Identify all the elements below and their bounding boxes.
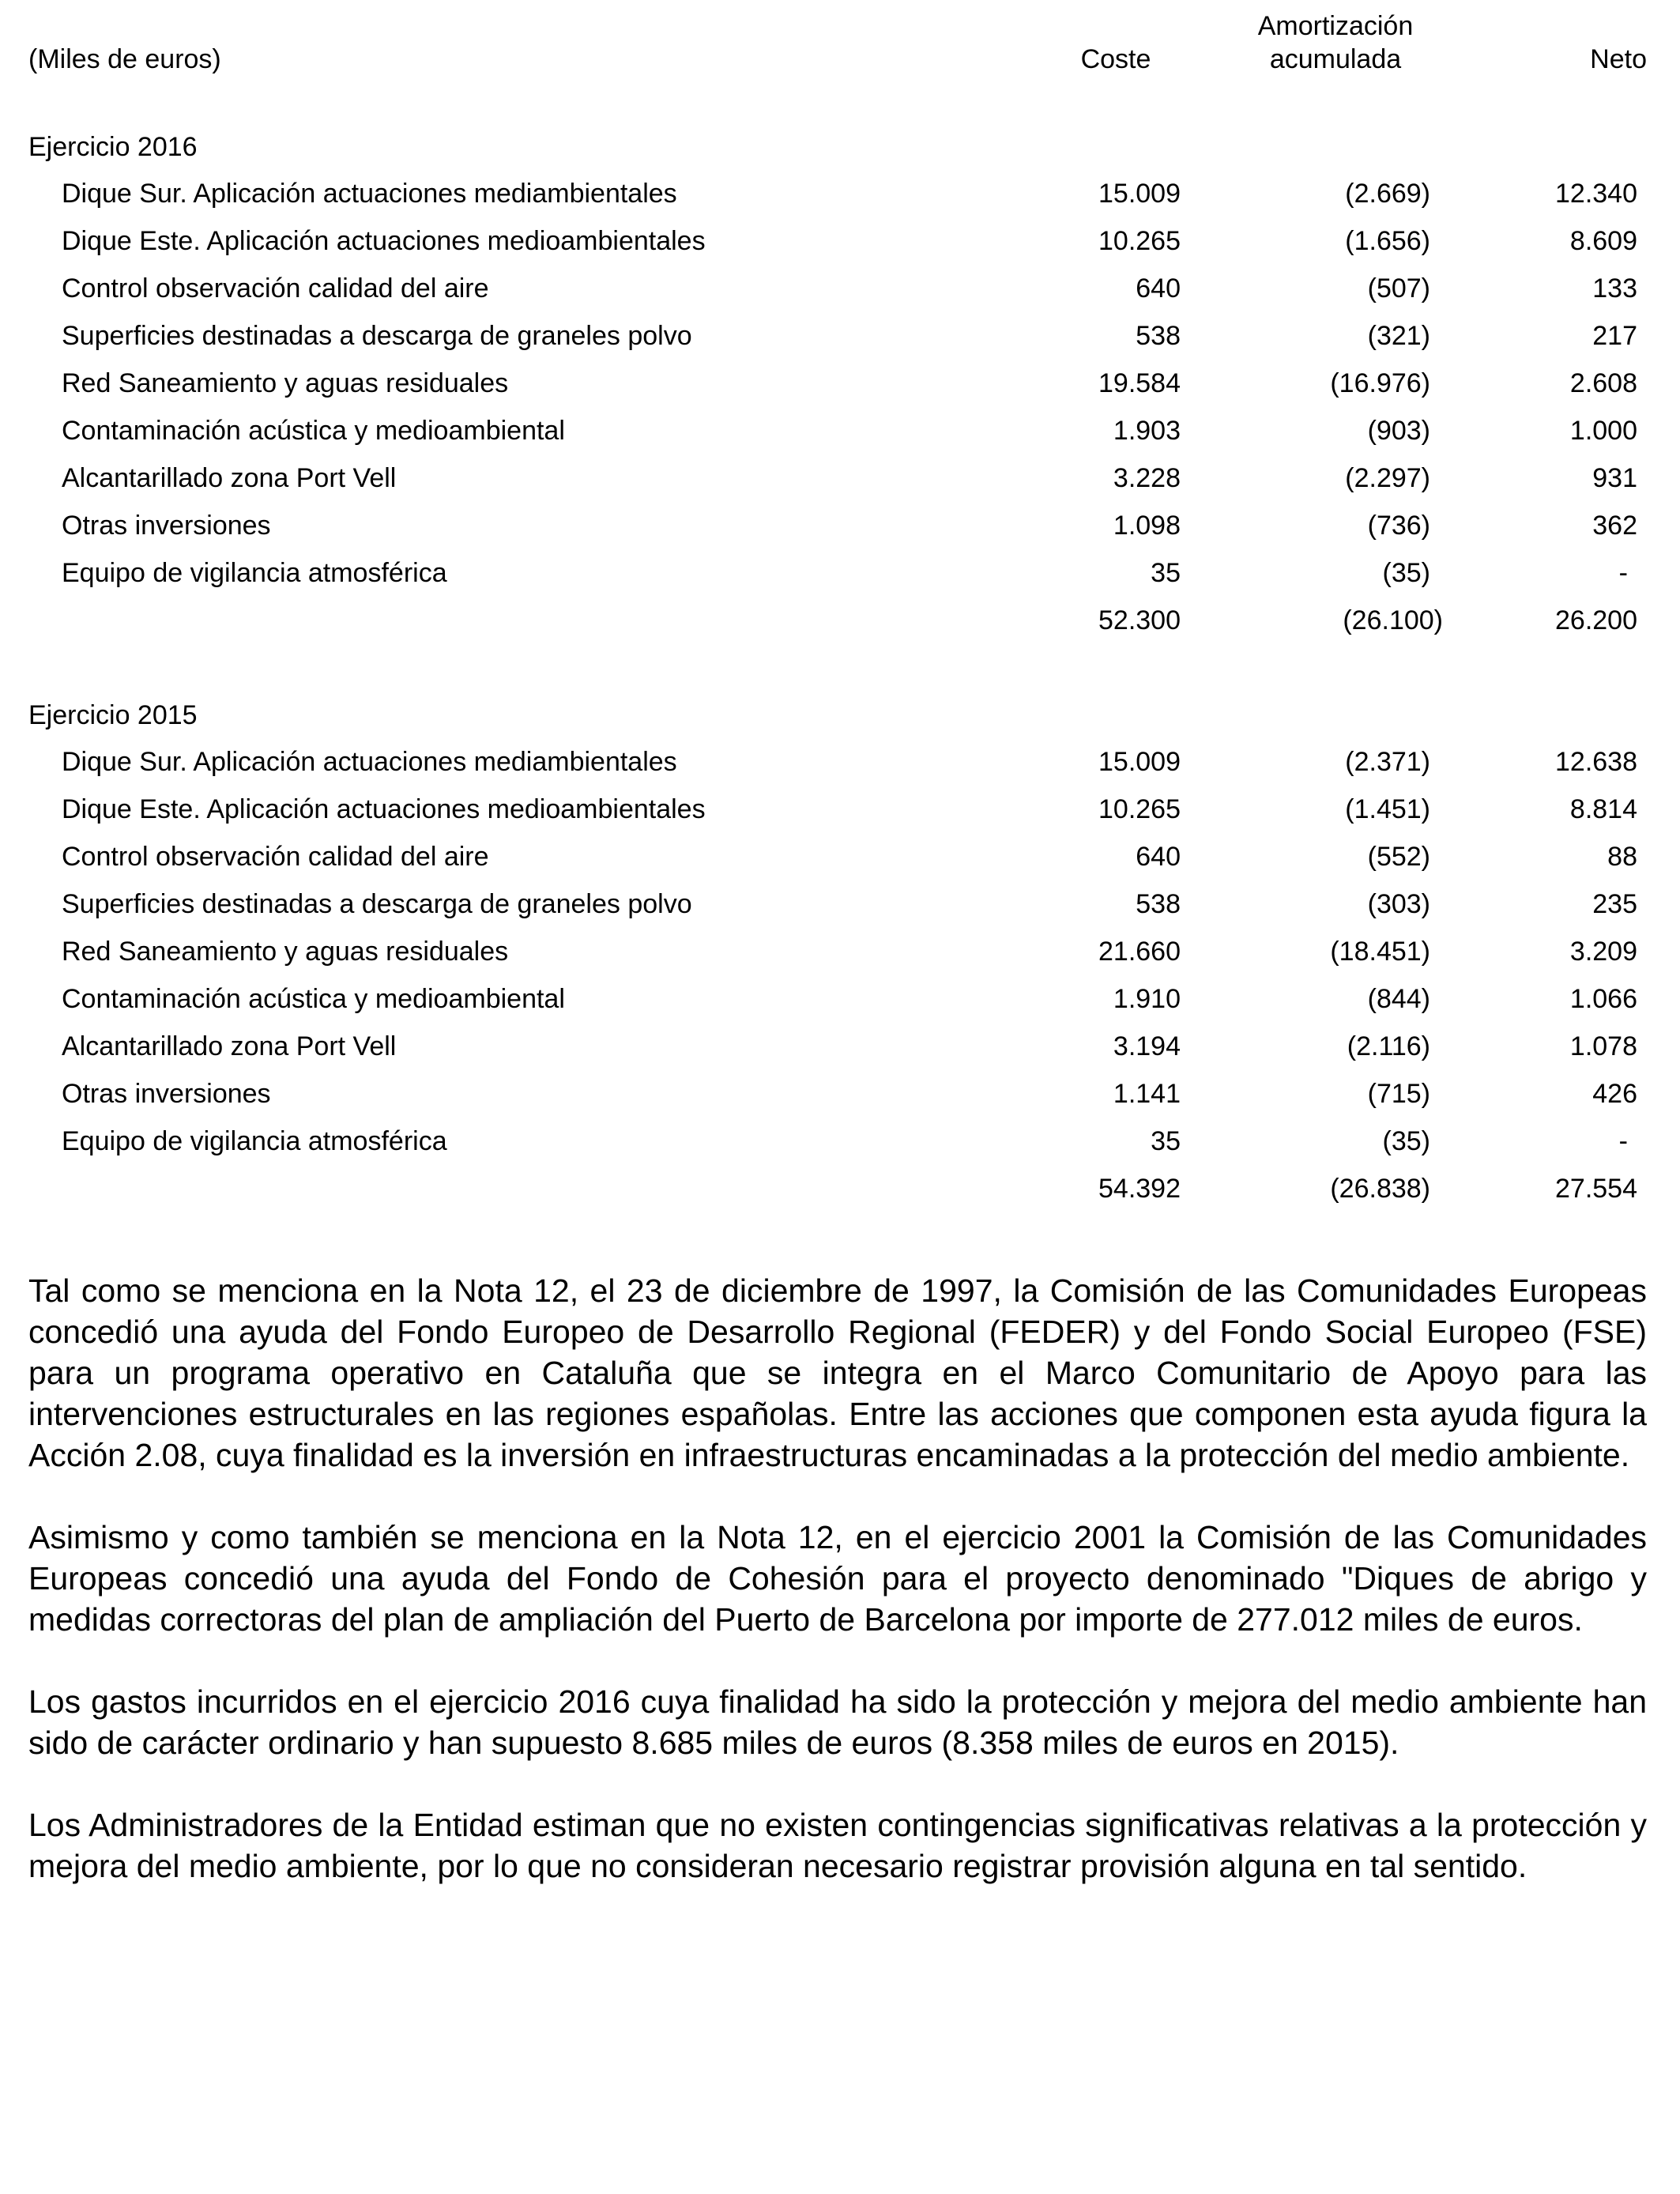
- total-amortizacion: (26.100): [1343, 605, 1443, 635]
- row-neto: 88: [1607, 842, 1637, 872]
- row-neto: 1.066: [1569, 984, 1637, 1014]
- row-label: Dique Este. Aplicación actuaciones medioambientales: [62, 226, 706, 256]
- row-label: Control observación calidad del aire: [62, 273, 489, 303]
- table-row: [0, 454, 1680, 502]
- row-amortizacion: (2.297): [1345, 463, 1430, 493]
- paragraph-contingencias: Los Administradores de la Entidad estiman que no existen contingencias significativas relativas a la protección y mejora del medio ambiente, por lo que no consideran necesario registrar provisión alguna en tal sentido.: [28, 1807, 1647, 1884]
- total-coste: 52.300: [1098, 605, 1181, 635]
- row-neto: 931: [1592, 463, 1637, 493]
- row-label: Dique Sur. Aplicación actuaciones mediambientales: [62, 179, 677, 209]
- amortizacion-column-header: [1217, 9, 1454, 76]
- row-amortizacion: (1.451): [1345, 794, 1430, 824]
- row-amortizacion: (507): [1367, 273, 1430, 303]
- row-neto: 426: [1592, 1079, 1637, 1109]
- row-amortizacion: (2.116): [1347, 1031, 1430, 1061]
- table-row: [0, 786, 1680, 833]
- paragraph-fondo-cohesion: Asimismo y como también se menciona en la Nota 12, en el ejercicio 2001 la Comisión de las Comunidades Europeas concedió una ayuda del Fondo de Cohesión para el proyecto denominado "Diques de abrigo y medidas correctoras del plan de ampliación del Puerto de Barcelona por importe de 277.012 miles de euros.: [28, 1519, 1647, 1638]
- table-row: [0, 1070, 1680, 1118]
- row-neto: 133: [1592, 273, 1637, 303]
- table-row: [0, 1023, 1680, 1070]
- row-coste: 10.265: [1098, 226, 1181, 256]
- row-neto: 3.209: [1569, 937, 1637, 967]
- row-coste: 1.903: [1113, 416, 1181, 446]
- total-amortizacion: (26.838): [1330, 1174, 1430, 1204]
- row-amortizacion: (303): [1367, 889, 1430, 919]
- table-row: [0, 738, 1680, 786]
- row-amortizacion: (903): [1367, 416, 1430, 446]
- row-label: Control observación calidad del aire: [62, 842, 489, 872]
- row-neto: -: [1618, 1126, 1628, 1156]
- row-coste: 35: [1151, 558, 1181, 588]
- row-amortizacion: (35): [1382, 558, 1430, 588]
- row-label: Contaminación acústica y medioambiental: [62, 416, 565, 446]
- row-coste: 15.009: [1098, 179, 1181, 209]
- section-2016-table: [0, 170, 1680, 644]
- table-row: [0, 880, 1680, 928]
- paragraph-gastos: Los gastos incurridos en el ejercicio 2016 cuya finalidad ha sido la protección y mejora del medio ambiente han sido de carácter ordinario y han supuesto 8.685 miles de euros (8.358 miles de euros en 2015).: [28, 1683, 1647, 1761]
- paragraph-feder: Tal como se menciona en la Nota 12, el 23 de diciembre de 1997, la Comisión de las Comunidades Europeas concedió una ayuda del Fondo Europeo de Desarrollo Regional (FEDER) y del Fondo Social Europeo (FSE) para un programa operativo en Cataluña que se integra en el Marco Comunitario de Apoyo para las intervenciones estructurales en las regiones españolas. Entre las acciones que componen esta ayuda figura la Acción 2.08, cuya finalidad es la inversión en infraestructuras encaminadas a la protección del medio ambiente.: [28, 1272, 1647, 1473]
- row-coste: 640: [1136, 273, 1181, 303]
- row-amortizacion: (2.371): [1345, 747, 1430, 777]
- row-amortizacion: (2.669): [1345, 179, 1430, 209]
- table-row: [0, 928, 1680, 975]
- row-neto: 235: [1592, 889, 1637, 919]
- row-amortizacion: (16.976): [1330, 368, 1430, 398]
- row-amortizacion: (552): [1367, 842, 1430, 872]
- table-row: [0, 217, 1680, 265]
- row-coste: 1.910: [1113, 984, 1181, 1014]
- neto-column-header: Neto: [1590, 44, 1647, 74]
- row-amortizacion: (321): [1367, 321, 1430, 351]
- units-header: (Miles de euros): [28, 44, 221, 74]
- row-neto: -: [1618, 558, 1628, 588]
- total-neto: 26.200: [1555, 605, 1637, 635]
- total-row: [0, 597, 1680, 644]
- table-row: [0, 1118, 1680, 1165]
- row-coste: 21.660: [1098, 937, 1181, 967]
- row-label: Red Saneamiento y aguas residuales: [62, 937, 509, 967]
- row-label: Dique Este. Aplicación actuaciones medioambientales: [62, 794, 706, 824]
- row-coste: 1.098: [1113, 511, 1181, 541]
- table-row: [0, 170, 1680, 217]
- row-label: Contaminación acústica y medioambiental: [62, 984, 565, 1014]
- row-neto: 362: [1592, 511, 1637, 541]
- row-coste: 3.228: [1113, 463, 1181, 493]
- row-label: Dique Sur. Aplicación actuaciones mediambientales: [62, 747, 677, 777]
- amortizacion-header-line1: Amortización: [1257, 11, 1414, 41]
- row-label: Otras inversiones: [62, 1079, 271, 1109]
- section-2015-title: Ejercicio 2015: [28, 700, 198, 730]
- table-row: [0, 360, 1680, 407]
- table-row: [0, 549, 1680, 597]
- row-coste: 538: [1136, 321, 1181, 351]
- row-coste: 15.009: [1098, 747, 1181, 777]
- row-coste: 640: [1136, 842, 1181, 872]
- row-amortizacion: (1.656): [1345, 226, 1430, 256]
- amortizacion-header-line2: acumulada: [1269, 44, 1402, 74]
- row-label: Otras inversiones: [62, 511, 271, 541]
- row-label: Equipo de vigilancia atmosférica: [62, 558, 447, 588]
- row-amortizacion: (18.451): [1330, 937, 1430, 967]
- table-row: [0, 265, 1680, 312]
- notes-text: [28, 1270, 1647, 1928]
- row-neto: 8.814: [1569, 794, 1637, 824]
- section-2015-table: [0, 738, 1680, 1212]
- row-amortizacion: (736): [1367, 511, 1430, 541]
- row-amortizacion: (844): [1367, 984, 1430, 1014]
- table-row: [0, 407, 1680, 454]
- row-coste: 1.141: [1113, 1079, 1181, 1109]
- row-neto: 217: [1592, 321, 1637, 351]
- section-2016-title: Ejercicio 2016: [28, 132, 198, 162]
- row-amortizacion: (715): [1367, 1079, 1430, 1109]
- row-neto: 8.609: [1569, 226, 1637, 256]
- table-row: [0, 975, 1680, 1023]
- row-neto: 1.078: [1569, 1031, 1637, 1061]
- row-label: Superficies destinadas a descarga de graneles polvo: [62, 889, 692, 919]
- total-row: [0, 1165, 1680, 1212]
- row-label: Superficies destinadas a descarga de graneles polvo: [62, 321, 692, 351]
- row-label: Alcantarillado zona Port Vell: [62, 1031, 397, 1061]
- total-coste: 54.392: [1098, 1174, 1181, 1204]
- table-row: [0, 833, 1680, 880]
- row-amortizacion: (35): [1382, 1126, 1430, 1156]
- total-neto: 27.554: [1555, 1174, 1637, 1204]
- row-label: Equipo de vigilancia atmosférica: [62, 1126, 447, 1156]
- row-neto: 1.000: [1569, 416, 1637, 446]
- row-label: Alcantarillado zona Port Vell: [62, 463, 397, 493]
- row-neto: 2.608: [1569, 368, 1637, 398]
- row-coste: 19.584: [1098, 368, 1181, 398]
- row-neto: 12.340: [1555, 179, 1637, 209]
- row-coste: 35: [1151, 1126, 1181, 1156]
- row-coste: 3.194: [1113, 1031, 1181, 1061]
- row-coste: 538: [1136, 889, 1181, 919]
- row-coste: 10.265: [1098, 794, 1181, 824]
- table-row: [0, 312, 1680, 360]
- table-row: [0, 502, 1680, 549]
- coste-column-header: Coste: [1080, 44, 1151, 74]
- row-label: Red Saneamiento y aguas residuales: [62, 368, 509, 398]
- row-neto: 12.638: [1555, 747, 1637, 777]
